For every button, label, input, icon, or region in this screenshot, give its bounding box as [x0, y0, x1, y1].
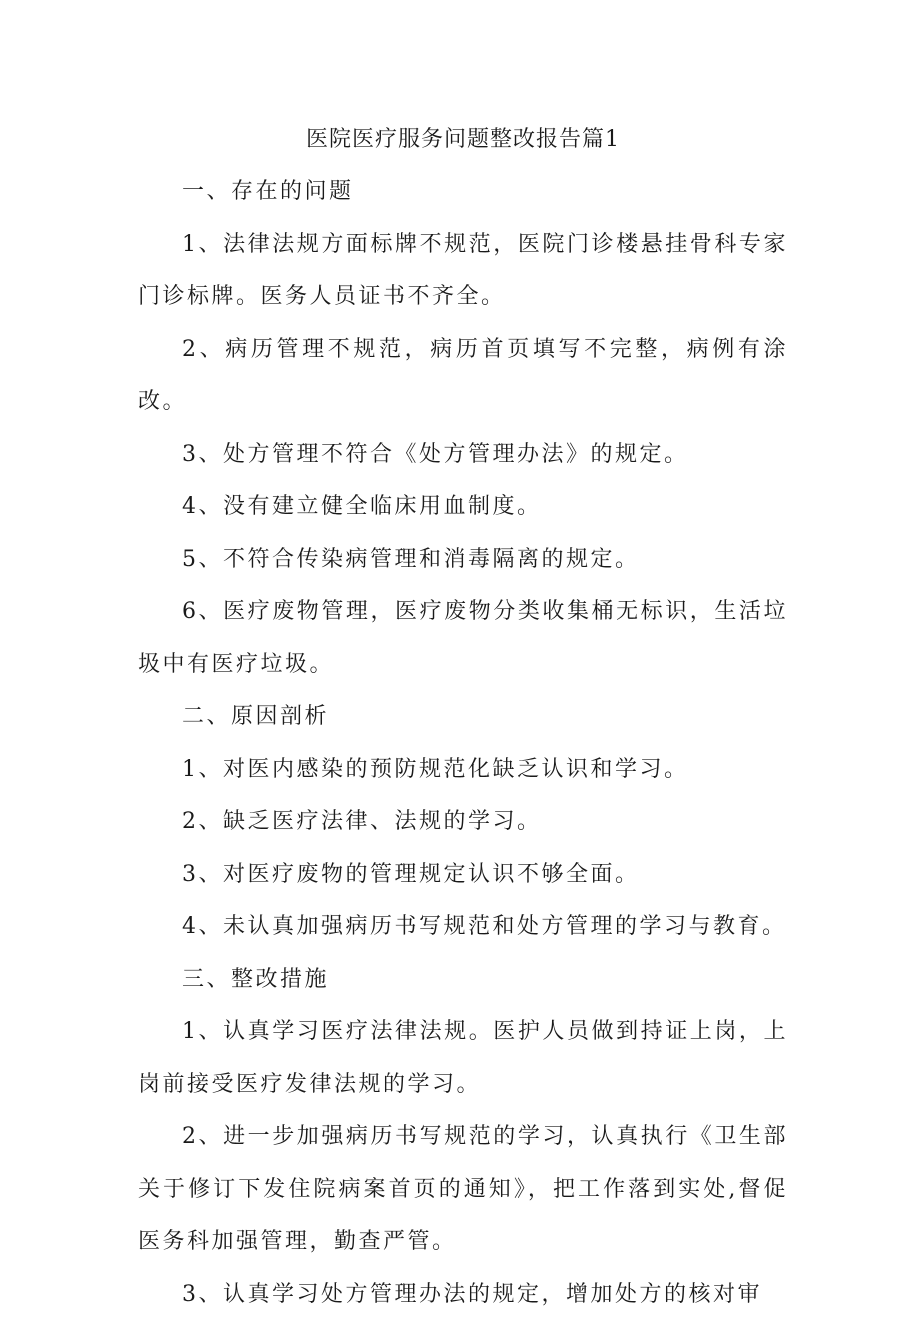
paragraph: 1、法律法规方面标牌不规范，医院门诊楼悬挂骨科专家门诊标牌。医务人员证书不齐全。 — [138, 219, 788, 324]
paragraph: 4、没有建立健全临床用血制度。 — [138, 481, 788, 534]
paragraph: 3、对医疗废物的管理规定认识不够全面。 — [138, 849, 788, 902]
paragraph: 2、病历管理不规范，病历首页填写不完整，病例有涂改。 — [138, 324, 788, 429]
paragraph: 1、对医内感染的预防规范化缺乏认识和学习。 — [138, 744, 788, 797]
paragraph: 3、处方管理不符合《处方管理办法》的规定。 — [138, 429, 788, 482]
section-heading-problems: 一、存在的问题 — [138, 166, 788, 219]
document-title: 医院医疗服务问题整改报告篇1 — [138, 118, 788, 162]
paragraph: 2、进一步加强病历书写规范的学习，认真执行《卫生部关于修订下发住院病案首页的通知》，把工作落到实处,督促医务科加强管理，勤查严管。 — [138, 1111, 788, 1269]
paragraph: 5、不符合传染病管理和消毒隔离的规定。 — [138, 534, 788, 587]
section-heading-causes: 二、原因剖析 — [138, 691, 788, 744]
paragraph: 1、认真学习医疗法律法规。医护人员做到持证上岗，上岗前接受医疗发律法规的学习。 — [138, 1006, 788, 1111]
paragraph: 4、未认真加强病历书写规范和处方管理的学习与教育。 — [138, 901, 788, 954]
paragraph: 6、医疗废物管理，医疗废物分类收集桶无标识，生活垃圾中有医疗垃圾。 — [138, 586, 788, 691]
document-body — [138, 118, 788, 1321]
paragraph: 2、缺乏医疗法律、法规的学习。 — [138, 796, 788, 849]
paragraph: 3、认真学习处方管理办法的规定，增加处方的核对审 — [138, 1269, 788, 1321]
section-heading-measures: 三、整改措施 — [138, 954, 788, 1007]
